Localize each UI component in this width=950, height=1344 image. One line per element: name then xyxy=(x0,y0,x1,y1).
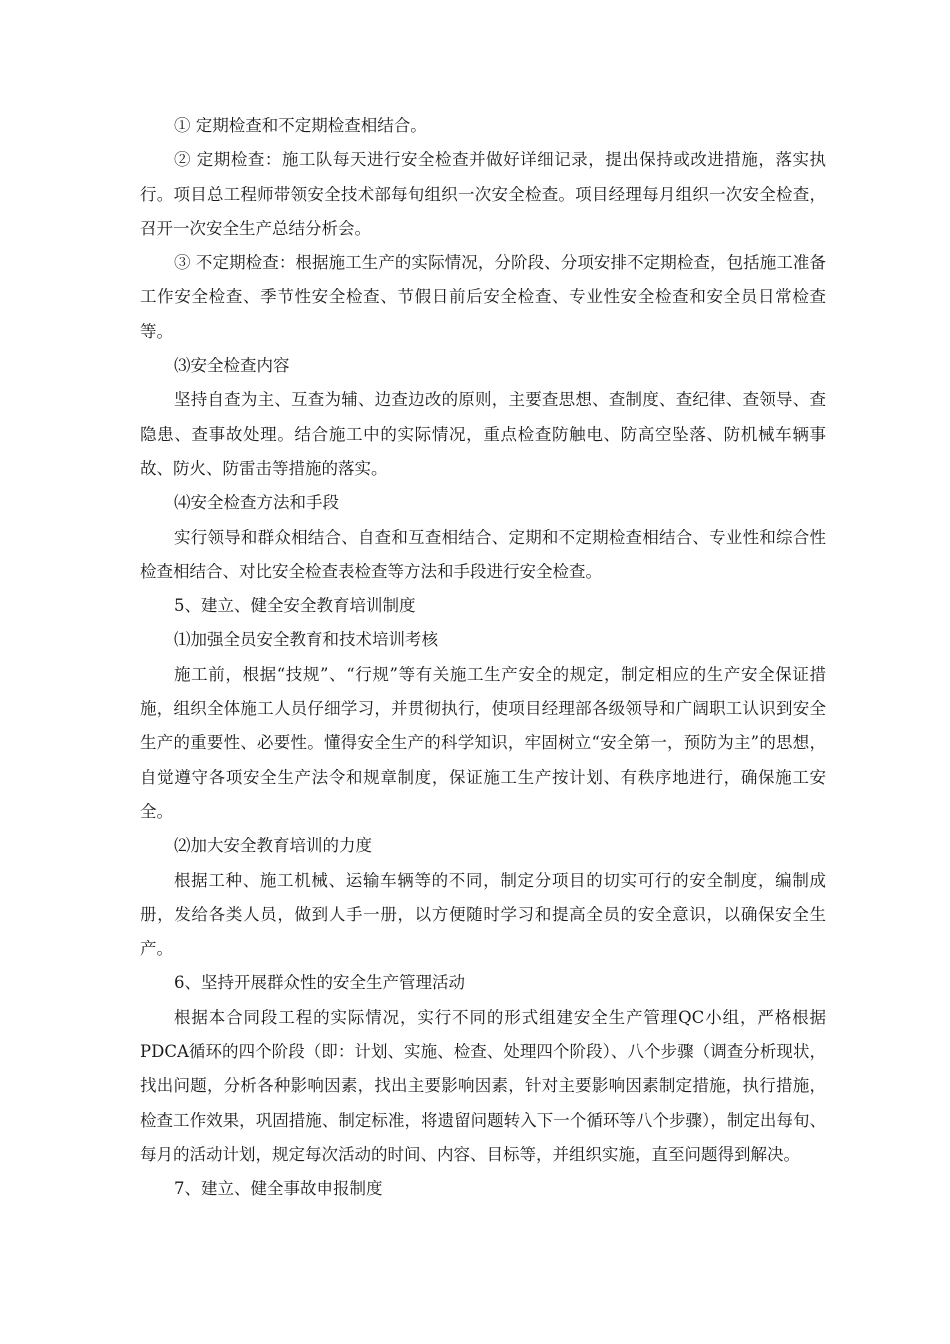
paragraph-staff-training: 施工前，根据“技规”、“行规”等有关施工生产安全的规定，制定相应的生产安全保证措施，组织全体施工人员仔细学习，并贯彻执行，使项目经理部各级领导和广阔职工认识到安全生产的重要性、必要性。懂得安全生产的科学知识，牢固树立“安全第一，预防为主”的思想，自觉遵守各项安全生产法令和规章制度，保证施工生产按计划、有秩序地进行，确保施工安全。 xyxy=(140,664,826,821)
paragraph-training-intensity: 根据工种、施工机械、运输车辆等的不同，制定分项目的切实可行的安全制度，编制成册，发给各类人员，做到人手一册，以方便随时学习和提高全员的安全意识，以确保安全生产。 xyxy=(140,870,826,959)
paragraph-inspection-methods: 实行领导和群众相结合、自查和互查相结合、定期和不定期检查相结合、专业性和综合性检查相结合、对比安全检查表检查等方法和手段进行安全检查。 xyxy=(140,527,826,581)
heading-inspection-methods: ⑷安全检查方法和手段 xyxy=(174,493,339,513)
paragraph-regular-and-irregular-inspection: ① 定期检查和不定期检查相结合。 xyxy=(174,116,427,135)
heading-staff-training: ⑴加强全员安全教育和技术培训考核 xyxy=(174,630,438,650)
heading-inspection-content: ⑶安全检查内容 xyxy=(174,356,290,376)
heading-accident-reporting-system: 7、建立、健全事故申报制度 xyxy=(174,1179,383,1199)
paragraph-qc-group-pdca: 根据本合同段工程的实际情况，实行不同的形式组建安全生产管理QC小组，严格根据PDCA循环的四个阶段（即：计划、实施、检查、处理四个阶段）、八个步骤（调查分析现状，找出问题，分析各种影响因素，找出主要影响因素，针对主要影响因素制定措施，执行措施，检查工作效果，巩固措施、制定标准，将遗留问题转入下一个循环等八个步骤），制定出每旬、每月的活动计划，规定每次活动的时间、内容、目标等，并组织实施，直至问题得到解决。 xyxy=(140,1007,826,1164)
document-body xyxy=(140,109,826,1207)
heading-mass-safety-activities: 6、坚持开展群众性的安全生产管理活动 xyxy=(174,973,465,993)
heading-safety-training-system: 5、建立、健全安全教育培训制度 xyxy=(174,596,416,616)
paragraph-regular-inspection: ② 定期检查：施工队每天进行安全检查并做好详细记录，提出保持或改进措施，落实执行。项目总工程师带领安全技术部每旬组织一次安全检查。项目经理每月组织一次安全检查，召开一次安全生产总结分析会。 xyxy=(140,150,826,238)
paragraph-irregular-inspection: ③ 不定期检查：根据施工生产的实际情况，分阶段、分项安排不定期检查，包括施工准备工作安全检查、季节性安全检查、节假日前后安全检查、专业性安全检查和安全员日常检查等。 xyxy=(140,253,826,341)
paragraph-inspection-content: 坚持自查为主、互查为辅、边查边改的原则，主要查思想、查制度、查纪律、查领导、查隐患、查事故处理。结合施工中的实际情况，重点检查防触电、防高空坠落、防机械车辆事故、防火、防雷击等措施的落实。 xyxy=(140,390,826,478)
heading-training-intensity: ⑵加大安全教育培训的力度 xyxy=(174,836,372,856)
